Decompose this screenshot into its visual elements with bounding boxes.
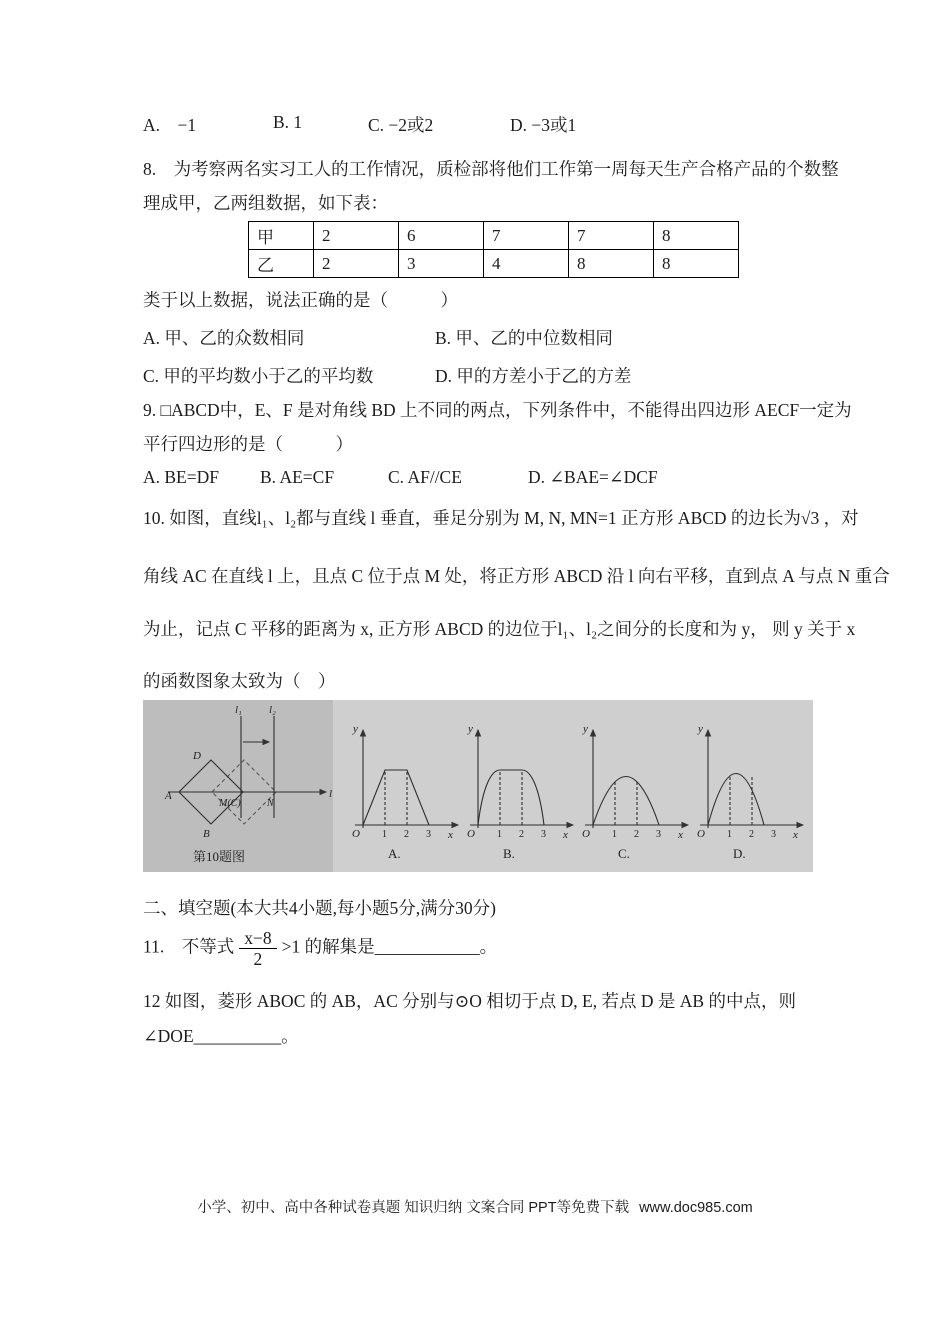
q10-figure-svg — [143, 700, 813, 872]
q7-option-a: A. −1 — [143, 115, 197, 135]
graph-a-tick2: 2 — [404, 829, 409, 840]
q8-stem-line2: 理成甲，乙两组数据，如下表： — [143, 193, 388, 213]
graph-b-ylabel: y — [468, 723, 473, 735]
q12-stem-line1: 12 如图，菱形 ABOC 的 AB，AC 分别与⊙O 相切于点 D, E, 若点 D 是 AB 的中点，则 — [143, 991, 796, 1011]
table-row — [249, 222, 739, 250]
graph-c-ylabel: y — [583, 723, 588, 735]
table-cell: 7 — [569, 222, 654, 250]
graph-a-label: A. — [388, 846, 401, 861]
graph-b-tick3: 3 — [541, 829, 546, 840]
graph-b-label: B. — [503, 846, 515, 861]
q9-option-a: A. BE=DF — [143, 467, 219, 487]
graph-d-label: D. — [733, 846, 746, 861]
q11-fraction — [239, 928, 276, 969]
graph-a-xlabel: x — [448, 829, 453, 841]
q10-stem-line1: 10. 如图，直线l₁、l₂都与直线 l 垂直，垂足分别为 M, N, MN=1 正方形 ABCD 的边长为√3 ，对 — [143, 508, 859, 528]
graph-d-ylabel: y — [698, 723, 703, 735]
q11-period: 。 — [479, 936, 498, 957]
label-N: N — [267, 798, 274, 809]
q8-option-c: C. 甲的平均数小于乙的平均数 — [143, 366, 374, 386]
footer-url[interactable]: www.doc985.com — [639, 1200, 753, 1216]
table-cell: 8 — [654, 250, 739, 278]
graph-d-tick1: 1 — [727, 829, 732, 840]
graph-d-tick2: 2 — [749, 829, 754, 840]
q8-option-a: A. 甲、乙的众数相同 — [143, 328, 305, 348]
label-l2: l₂ — [269, 704, 276, 716]
graph-a-origin: O — [352, 828, 360, 840]
label-D: D — [193, 750, 201, 762]
label-l: l — [329, 788, 333, 800]
graph-b-tick2: 2 — [519, 829, 524, 840]
label-B: B — [203, 828, 210, 840]
q9-option-b: B. AE=CF — [260, 467, 335, 487]
q11-suffix: >1 的解集是 — [281, 936, 375, 957]
graph-b-origin: O — [467, 828, 475, 840]
q7-option-c: C. −2或2 — [368, 115, 434, 135]
table-cell: 2 — [314, 222, 399, 250]
q8-option-b: B. 甲、乙的中位数相同 — [435, 328, 613, 348]
q8-prompt: 类于以上数据，说法正确的是（ ） — [143, 290, 458, 310]
figure-caption: 第10题图 — [193, 849, 246, 864]
q9-stem-line1: 9. □ABCD中，E、F 是对角线 BD 上不同的两点，下列条件中，不能得出四边形 AECF一定为 — [143, 400, 852, 420]
q11-blank: ____________ — [374, 936, 480, 957]
graph-c-origin: O — [582, 828, 590, 840]
graph-c-xlabel: x — [678, 829, 683, 841]
q9-option-c: C. AF//CE — [388, 467, 462, 487]
table-cell: 6 — [399, 222, 484, 250]
footer-text: 小学、初中、高中各种试卷真题 知识归纳 文案合同 PPT等免费下载 — [197, 1200, 630, 1216]
q11-fraction-numerator: x−8 — [239, 928, 276, 949]
graph-d-tick3: 3 — [771, 829, 776, 840]
graph-c-tick2: 2 — [634, 829, 639, 840]
q8-data-table — [248, 221, 739, 278]
q11-line — [143, 928, 497, 969]
label-MC: M(C) — [219, 798, 241, 809]
q7-option-d: D. −3或1 — [510, 115, 577, 135]
page-footer — [0, 1196, 950, 1217]
q10-stem-line4: 的函数图象太致为（ ） — [143, 671, 336, 691]
graph-b-tick1: 1 — [497, 829, 502, 840]
table-row — [249, 250, 739, 278]
graph-d-origin: O — [697, 828, 705, 840]
label-l1: l₁ — [235, 704, 242, 716]
q12-stem-line2: ∠DOE__________。 — [143, 1026, 299, 1046]
q10-figure — [143, 700, 813, 872]
table-cell: 8 — [654, 222, 739, 250]
table-cell: 3 — [399, 250, 484, 278]
table-cell: 4 — [484, 250, 569, 278]
graph-d-xlabel: x — [793, 829, 798, 841]
table-cell: 8 — [569, 250, 654, 278]
label-A: A — [165, 790, 172, 802]
graph-c-label: C. — [618, 846, 630, 861]
q10-stem-line3: 为止，记点 C 平移的距离为 x, 正方形 ABCD 的边位于l₁、l₂之间分的长度和为 y， 则 y 关于 x — [143, 619, 856, 639]
q11-prefix: 11. 不等式 — [143, 936, 235, 957]
q8-option-d: D. 甲的方差小于乙的方差 — [435, 366, 632, 386]
table-cell: 2 — [314, 250, 399, 278]
graph-a-ylabel: y — [353, 723, 358, 735]
q9-stem-line2: 平行四边形的是（ ） — [143, 434, 353, 454]
q8-stem-line1: 8. 为考察两名实习工人的工作情况，质检部将他们工作第一周每天生产合格产品的个数整 — [143, 159, 839, 179]
graph-c-tick3: 3 — [656, 829, 661, 840]
graph-a-tick3: 3 — [426, 829, 431, 840]
table-cell: 乙 — [249, 250, 314, 278]
q11-fraction-denominator: 2 — [253, 949, 263, 970]
q7-option-b: B. 1 — [273, 112, 303, 132]
section2-header: 二、填空题(本大共4小题,每小题5分,满分30分) — [143, 898, 496, 918]
q9-option-d: D. ∠BAE=∠DCF — [528, 467, 658, 487]
q10-stem-line2: 角线 AC 在直线 l 上，且点 C 位于点 M 处，将正方形 ABCD 沿 l 向右平移，直到点 A 与点 N 重合 — [143, 566, 890, 586]
graph-b-xlabel: x — [563, 829, 568, 841]
table-cell: 甲 — [249, 222, 314, 250]
graph-c-tick1: 1 — [612, 829, 617, 840]
graph-a-tick1: 1 — [382, 829, 387, 840]
table-cell: 7 — [484, 222, 569, 250]
